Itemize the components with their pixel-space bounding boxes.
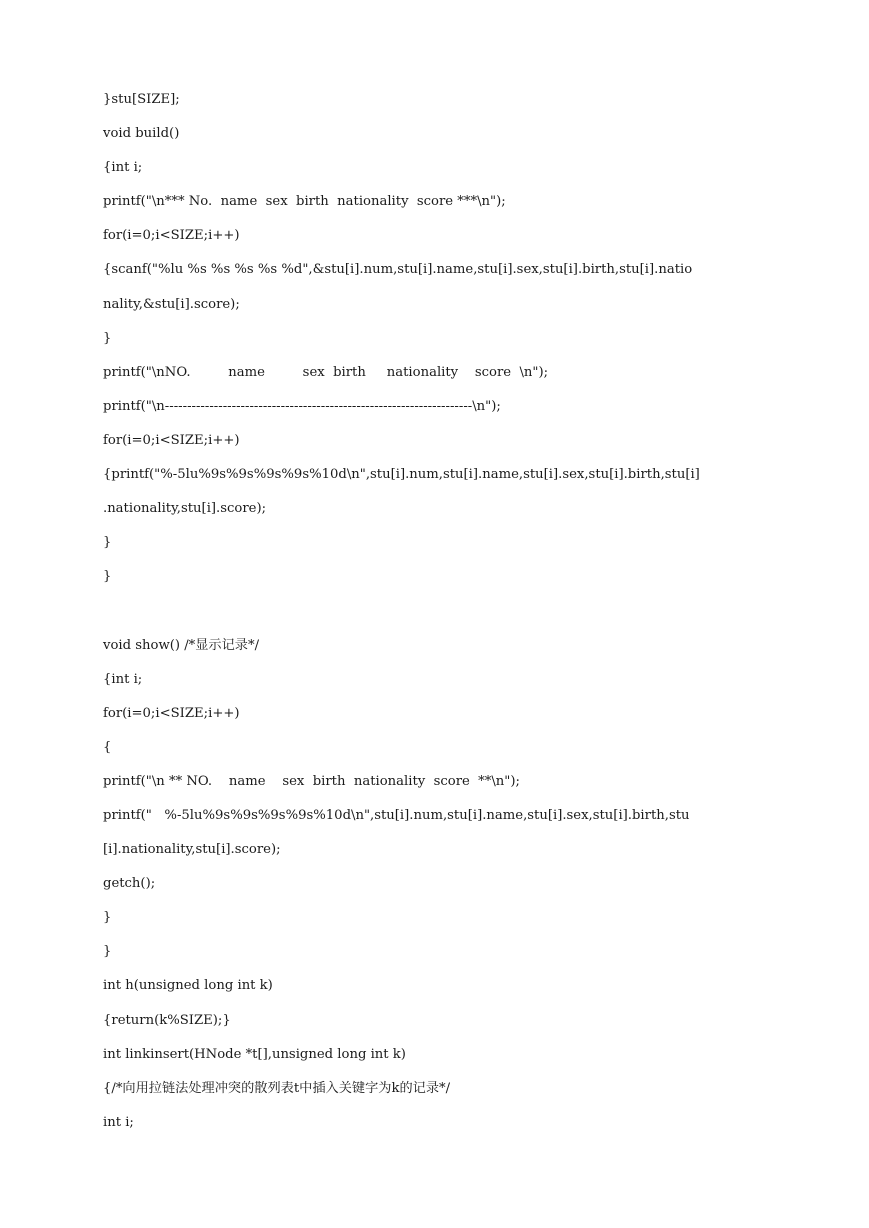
- code-listing: [103, 91, 823, 1148]
- code-line: printf("\nNO. name sex birth nationality score \n");: [103, 364, 549, 380]
- code-line: }: [103, 910, 112, 926]
- code-line: getch();: [103, 876, 156, 892]
- code-line: }: [103, 535, 112, 551]
- code-line: {/*向用拉链法处理冲突的散列表t中插入关键字为k的记录*/: [103, 1080, 451, 1096]
- code-line: printf("\n ** NO. name sex birth nationality score **\n");: [103, 773, 520, 789]
- code-line: void build(): [103, 126, 180, 142]
- code-line: for(i=0;i<SIZE;i++): [103, 705, 240, 721]
- code-line: int i;: [103, 1114, 134, 1130]
- code-line: }: [103, 569, 112, 585]
- code-line: {return(k%SIZE);}: [103, 1012, 231, 1028]
- code-line: .nationality,stu[i].score);: [103, 501, 267, 517]
- code-line: int linkinsert(HNode *t[],unsigned long int k): [103, 1046, 406, 1062]
- code-line: }: [103, 944, 112, 960]
- code-line: {int i;: [103, 671, 143, 687]
- code-line: printf(" %-5lu%9s%9s%9s%9s%10d\n",stu[i].num,stu[i].name,stu[i].sex,stu[i].birth,stu: [103, 807, 690, 823]
- code-line: for(i=0;i<SIZE;i++): [103, 432, 240, 448]
- code-line: int h(unsigned long int k): [103, 978, 273, 994]
- code-line: {int i;: [103, 160, 143, 176]
- blank-line: [103, 602, 823, 636]
- code-line: }stu[SIZE];: [103, 92, 180, 107]
- code-line: printf("\n*** No. name sex birth nationality score ***\n");: [103, 194, 506, 210]
- code-line: nality,&stu[i].score);: [103, 296, 240, 312]
- code-line: [i].nationality,stu[i].score);: [103, 842, 281, 858]
- code-line: {scanf("%lu %s %s %s %s %d",&stu[i].num,stu[i].name,stu[i].sex,stu[i].birth,stu[i].natio: [103, 262, 693, 278]
- code-line: printf("\n---------------------------------------------------------------------\n");: [103, 398, 501, 414]
- code-line: for(i=0;i<SIZE;i++): [103, 228, 240, 244]
- code-line: {printf("%-5lu%9s%9s%9s%9s%10d\n",stu[i].num,stu[i].name,stu[i].sex,stu[i].birth,stu[i]: [103, 467, 700, 483]
- code-line: {: [103, 739, 112, 755]
- code-line: void show() /*显示记录*/: [103, 637, 260, 653]
- code-line: }: [103, 330, 112, 346]
